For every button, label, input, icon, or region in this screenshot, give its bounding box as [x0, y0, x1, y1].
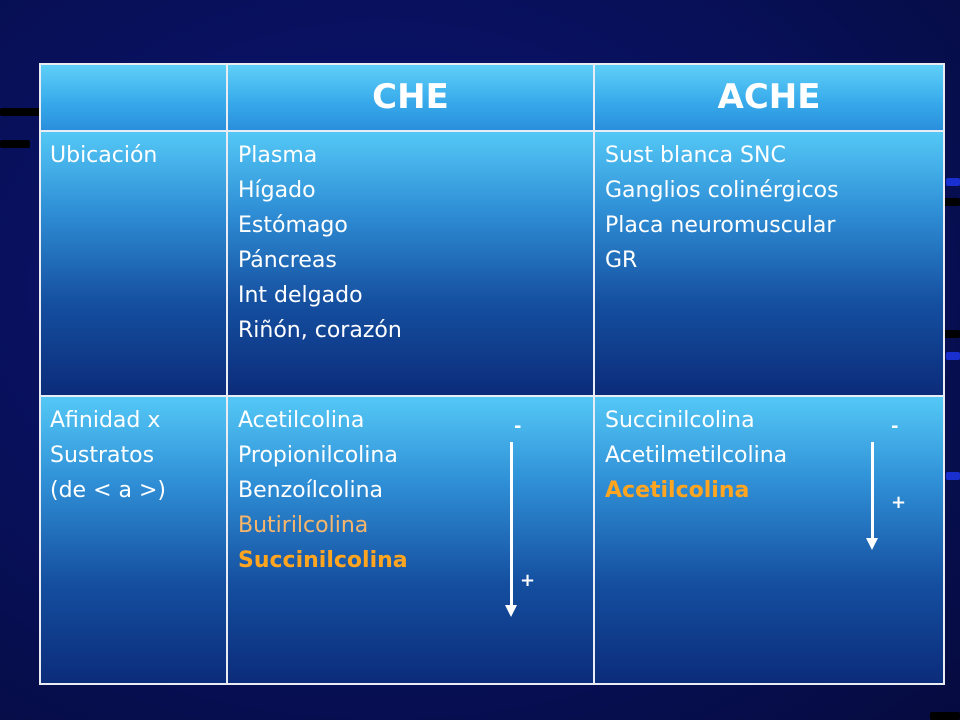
affinity-arrow-down-icon [871, 442, 874, 540]
che-substrate-item: Propionilcolina [238, 443, 398, 468]
row-label-ubicacion [40, 131, 227, 396]
ache-location-item: GR [605, 248, 638, 273]
decorative-bar [946, 472, 960, 480]
scale-low-sign: - [891, 416, 899, 437]
decorative-bar [0, 140, 30, 148]
ache-location-cell [594, 131, 944, 396]
ache-location-item: Sust blanca SNC [605, 143, 786, 168]
che-location-item: Estómago [238, 213, 348, 238]
che-location-item: Int delgado [238, 283, 363, 308]
header-blank-cell [40, 64, 227, 131]
header-ache: ACHE [594, 64, 944, 131]
decorative-bar [946, 178, 960, 186]
che-location-item: Plasma [238, 143, 318, 168]
ache-substrate-item: Succinilcolina [605, 408, 755, 433]
row-label-line: Afinidad x [50, 408, 161, 433]
decorative-bar [930, 712, 960, 720]
row-label-line: (de < a >) [50, 478, 166, 503]
ache-substrate-item: Acetilmetilcolina [605, 443, 788, 468]
decorative-bar [0, 108, 40, 116]
che-substrate-item: Benzoílcolina [238, 478, 384, 503]
affinity-arrow-down-icon [510, 442, 513, 607]
enzyme-comparison-table [39, 63, 945, 685]
che-location-item: Hígado [238, 178, 316, 203]
che-substrate-item-highlight: Succinilcolina [238, 548, 408, 573]
che-substrate-item: Butirilcolina [238, 513, 369, 538]
header-row [40, 64, 944, 131]
decorative-bar [943, 198, 960, 206]
che-substrate-cell [227, 396, 594, 684]
scale-high-sign: + [891, 492, 907, 513]
ache-substrate-cell [594, 396, 944, 684]
row-label-line: Sustratos [50, 443, 155, 468]
che-location-item: Riñón, corazón [238, 318, 402, 343]
che-location-cell [227, 131, 594, 396]
row-label-afinidad [40, 396, 227, 684]
scale-high-sign: + [520, 570, 536, 591]
decorative-bar [946, 352, 960, 360]
ache-location-item: Ganglios colinérgicos [605, 178, 839, 203]
che-location-item: Páncreas [238, 248, 337, 273]
row-afinidad [40, 396, 944, 684]
scale-low-sign: - [514, 416, 522, 437]
ache-substrate-item-highlight: Acetilcolina [605, 478, 750, 503]
che-substrate-item: Acetilcolina [238, 408, 365, 433]
ache-location-item: Placa neuromuscular [605, 213, 836, 238]
row-label-line: Ubicación [50, 143, 158, 168]
row-ubicacion [40, 131, 944, 396]
header-che: CHE [227, 64, 594, 131]
decorative-bar [943, 330, 960, 338]
